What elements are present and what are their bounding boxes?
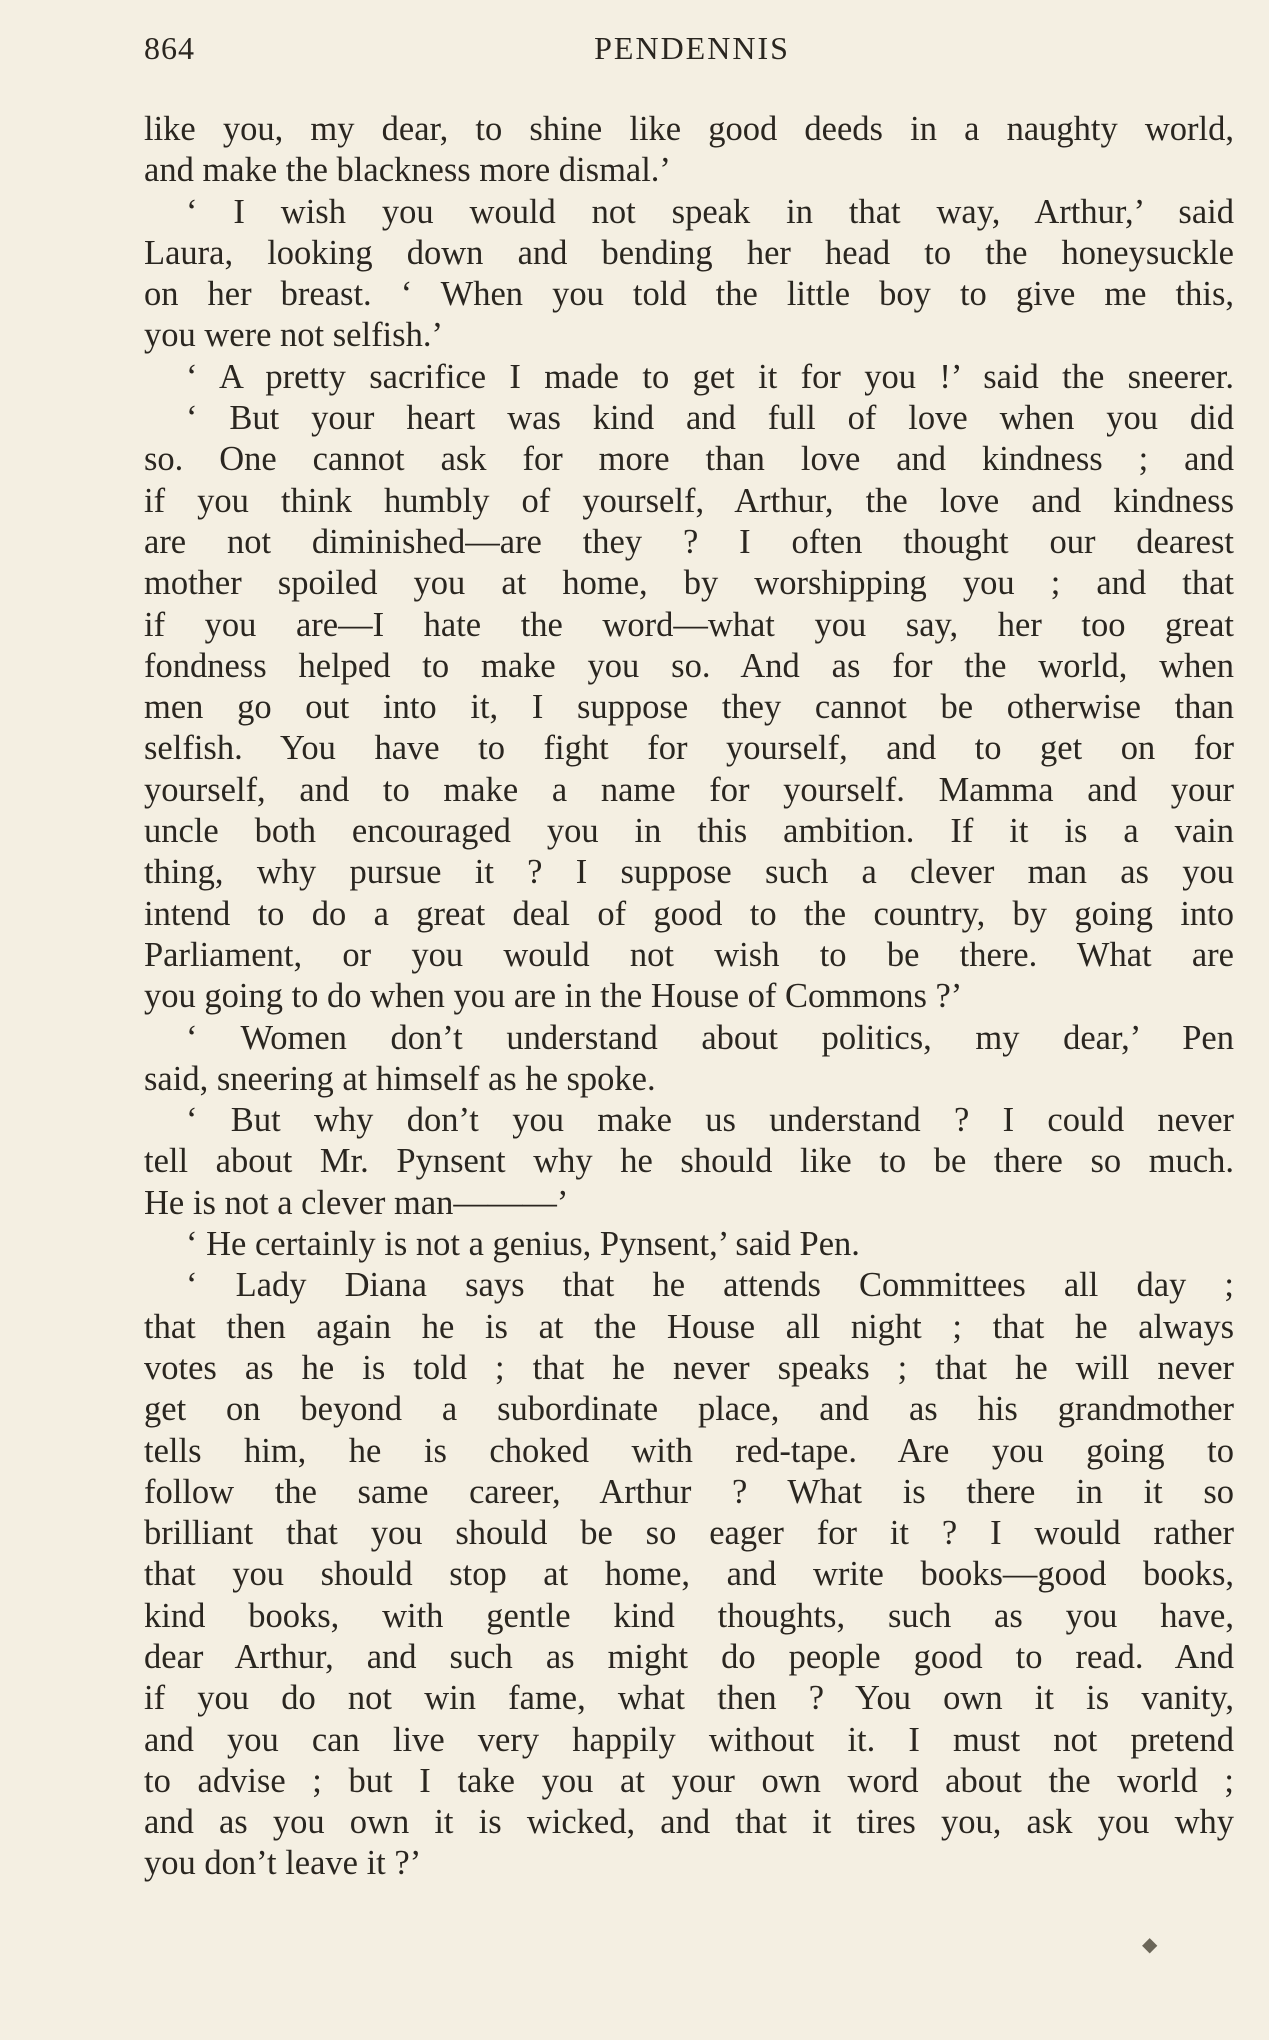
- text-line: you going to do when you are in the House of Commons ?’: [144, 977, 963, 1016]
- text-line: follow the same career, Arthur ? What is there in it so: [144, 1472, 1234, 1511]
- text-line: intend to do a great deal of good to the country, by going into: [144, 894, 1234, 933]
- text-line: tells him, he is choked with red-tape. Are you going to: [144, 1431, 1234, 1470]
- text-line: to advise ; but I take you at your own word about the world ;: [144, 1761, 1234, 1800]
- text-line: and as you own it is wicked, and that it tires you, ask you why: [144, 1803, 1234, 1842]
- text-line: you were not selfish.’: [144, 316, 443, 355]
- text-line: tell about Mr. Pynsent why he should like to be there so much.: [144, 1142, 1234, 1181]
- text-line: men go out into it, I suppose they cannot be otherwise than: [144, 688, 1234, 727]
- text-line: ‘ Women don’t understand about politics, my dear,’ Pen: [186, 1018, 1234, 1057]
- body-text: [144, 109, 1234, 1885]
- text-line: if you think humbly of yourself, Arthur, the love and kindness: [144, 481, 1234, 520]
- text-line: fondness helped to make you so. And as for the world, when: [144, 646, 1234, 685]
- text-line: votes as he is told ; that he never speaks ; that he will never: [144, 1348, 1234, 1387]
- text-line: if you are—I hate the word—what you say, her too great: [144, 605, 1234, 644]
- text-line: if you do not win fame, what then ? You own it is vanity,: [144, 1679, 1234, 1718]
- text-line: mother spoiled you at home, by worshipping you ; and that: [144, 564, 1234, 603]
- text-line: dear Arthur, and such as might do people good to read. And: [144, 1637, 1234, 1676]
- text-line: said, sneering at himself as he spoke.: [144, 1059, 656, 1098]
- text-line: ‘ I wish you would not speak in that way, Arthur,’ said: [186, 192, 1234, 231]
- text-line: ‘ Lady Diana says that he attends Committees all day ;: [186, 1266, 1234, 1305]
- text-line: on her breast. ‘ When you told the little boy to give me this,: [144, 275, 1234, 314]
- text-line: ‘ But your heart was kind and full of love when you did: [186, 399, 1234, 438]
- text-line: Laura, looking down and bending her head to the honeysuckle: [144, 233, 1234, 272]
- text-line: are not diminished—are they ? I often thought our dearest: [144, 522, 1234, 561]
- text-line: that then again he is at the House all night ; that he always: [144, 1307, 1234, 1346]
- text-line: like you, my dear, to shine like good deeds in a naughty world,: [144, 110, 1234, 148]
- text-line: you don’t leave it ?’: [144, 1844, 422, 1883]
- running-title: PENDENNIS: [594, 30, 790, 66]
- page-number: 864: [144, 30, 195, 66]
- text-line: selfish. You have to fight for yourself, and to get on for: [144, 729, 1234, 768]
- text-line: brilliant that you should be so eager for it ? I would rather: [144, 1514, 1234, 1553]
- page-header: [144, 30, 1240, 80]
- text-line: yourself, and to make a name for yourself. Mamma and your: [144, 770, 1234, 809]
- text-line: ‘ But why don’t you make us understand ? I could never: [186, 1101, 1234, 1140]
- text-line: Parliament, or you would not wish to be there. What are: [144, 935, 1234, 974]
- text-line: thing, why pursue it ? I suppose such a clever man as you: [144, 853, 1234, 892]
- text-line: He is not a clever man———’: [144, 1183, 569, 1222]
- text-line: kind books, with gentle kind thoughts, such as you have,: [144, 1596, 1234, 1635]
- text-line: ‘ He certainly is not a genius, Pynsent,’ said Pen.: [186, 1225, 860, 1264]
- printer-mark: ◆: [1142, 1934, 1158, 1956]
- text-line: uncle both encouraged you in this ambition. If it is a vain: [144, 812, 1234, 851]
- text-line: and you can live very happily without it. I must not pretend: [144, 1720, 1234, 1759]
- text-line: that you should stop at home, and write books—good books,: [144, 1555, 1234, 1594]
- text-line: ‘ A pretty sacrifice I made to get it for you !’ said the sneerer.: [186, 357, 1234, 396]
- text-line: get on beyond a subordinate place, and as his grandmother: [144, 1390, 1234, 1429]
- text-line: so. One cannot ask for more than love and kindness ; and: [144, 440, 1234, 479]
- text-line: and make the blackness more dismal.’: [144, 151, 671, 190]
